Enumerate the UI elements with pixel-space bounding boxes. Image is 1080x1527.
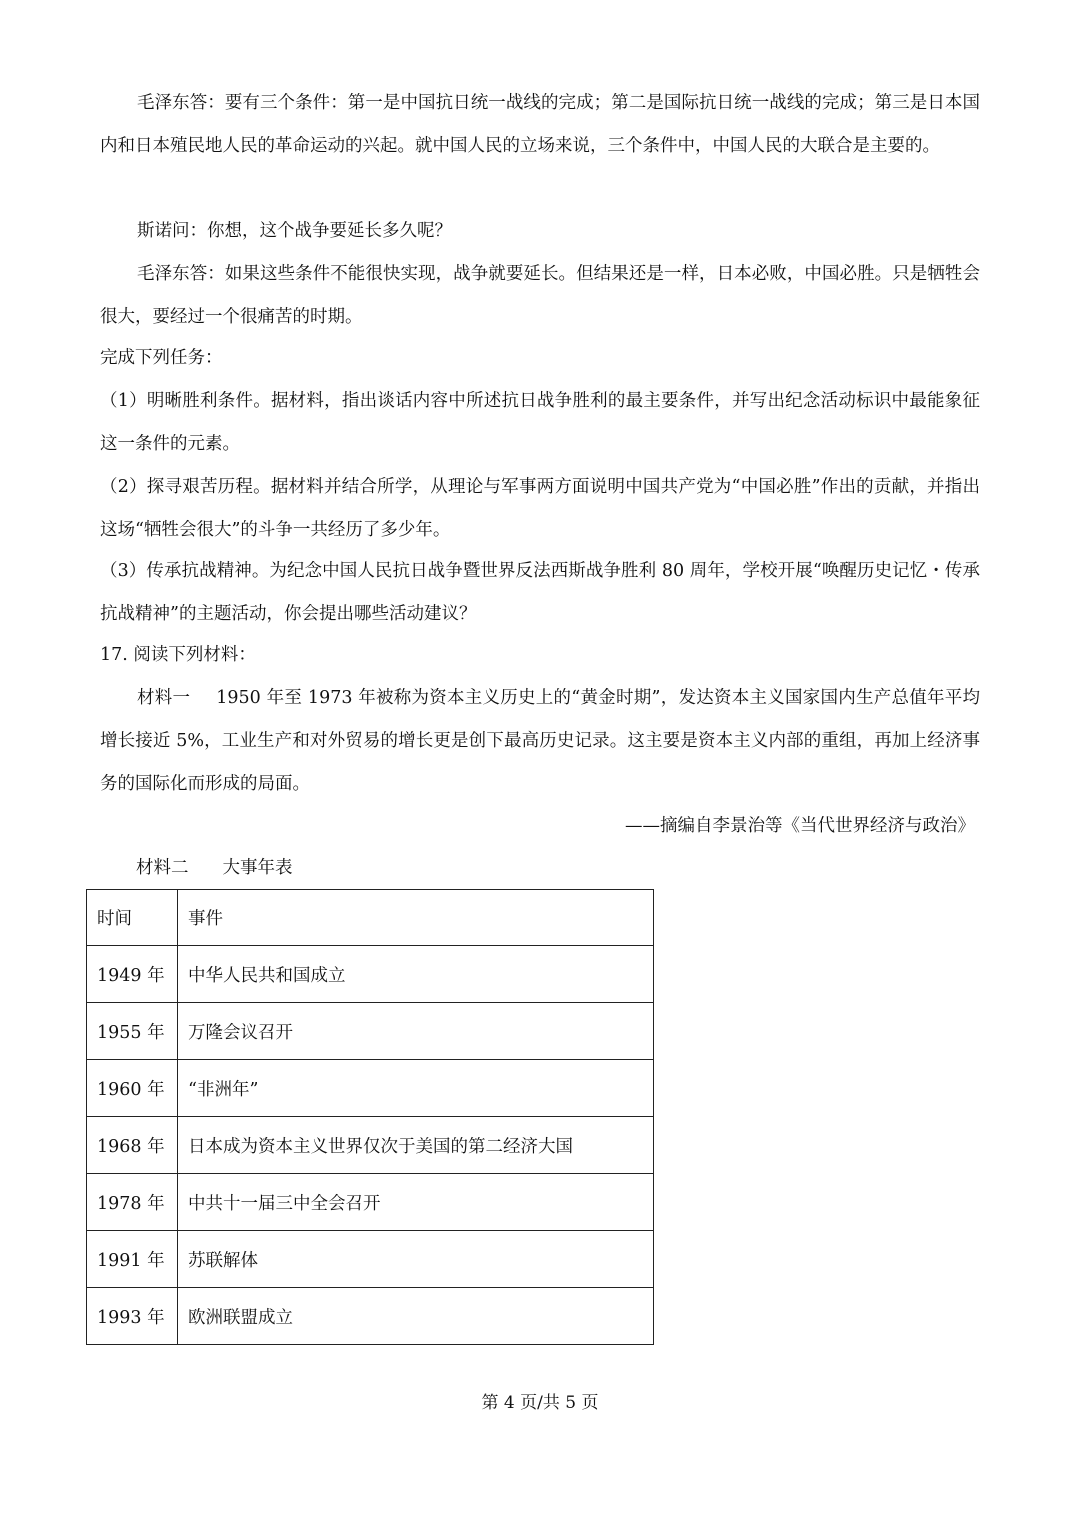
tasks-intro: 完成下列任务： (100, 348, 223, 368)
row-event: “非洲年” (178, 1060, 654, 1117)
material-1-label: 材料一 (137, 688, 191, 708)
row-year: 1968 年 (87, 1117, 178, 1174)
row-year: 1960 年 (87, 1060, 178, 1117)
question-17-heading: 17. 阅读下列材料： (100, 645, 256, 665)
row-year: 1993 年 (87, 1288, 178, 1345)
row-event: 日本成为资本主义世界仅次于美国的第二经济大国 (178, 1117, 654, 1174)
row-event: 中共十一届三中全会召开 (178, 1174, 654, 1231)
material-1 (100, 677, 980, 806)
row-year: 1978 年 (87, 1174, 178, 1231)
table-row (87, 1003, 654, 1060)
material-1-source: ——摘编自李景治等《当代世界经济与政治》 (625, 816, 975, 836)
material-2-label: 材料二 (136, 858, 189, 878)
table-header-row (87, 890, 654, 946)
table-row (87, 1231, 654, 1288)
dialogue-answer-2: 毛泽东答：如果这些条件不能很快实现，战争就要延长。但结果还是一样，日本必败，中国必胜。只是牺牲会很大，要经过一个很痛苦的时期。 (100, 264, 980, 327)
table-row (87, 1060, 654, 1117)
header-event: 事件 (178, 890, 654, 946)
dialogue-answer-1: 毛泽东答：要有三个条件：第一是中国抗日统一战线的完成；第二是国际抗日统一战线的完成；第三是日本国内和日本殖民地人民的革命运动的兴起。就中国人民的立场来说，三个条件中，中国人民的大联合是主要的。 (100, 93, 980, 156)
events-table (86, 889, 654, 1345)
dialogue-question-2: 斯诺问：你想，这个战争要延长多久呢？ (137, 221, 452, 241)
task-item-1: （1）明晰胜利条件。据材料，指出谈话内容中所述抗日战争胜利的最主要条件，并写出纪念活动标识中最能象征这一条件的元素。 (100, 391, 980, 454)
row-event: 中华人民共和国成立 (178, 946, 654, 1003)
row-event: 欧洲联盟成立 (178, 1288, 654, 1345)
row-event: 苏联解体 (178, 1231, 654, 1288)
table-row (87, 1117, 654, 1174)
task-item-3: （3）传承抗战精神。为纪念中国人民抗日战争暨世界反法西斯战争胜利 80 周年，学校开展“唤醒历史记忆・传承抗战精神”的主题活动，你会提出哪些活动建议？ (100, 561, 980, 624)
table-row (87, 1288, 654, 1345)
row-year: 1949 年 (87, 946, 178, 1003)
table-row (87, 1174, 654, 1231)
table-row (87, 946, 654, 1003)
row-year: 1955 年 (87, 1003, 178, 1060)
material-2-title: 大事年表 (222, 858, 293, 878)
row-year: 1991 年 (87, 1231, 178, 1288)
row-event: 万隆会议召开 (178, 1003, 654, 1060)
task-item-2: （2）探寻艰苦历程。据材料并结合所学，从理论与军事两方面说明中国共产党为“中国必胜”作出的贡献，并指出这场“牺牲会很大”的斗争一共经历了多少年。 (100, 477, 980, 540)
material-1-text: 1950 年至 1973 年被称为资本主义历史上的“黄金时期”，发达资本主义国家国内生产总值年平均增长接近 5%，工业生产和对外贸易的增长更是创下最高历史记录。这主要是资本主义内部的重组，再加上经济事务的国际化而形成的局面。 (100, 688, 981, 794)
material-2-caption (136, 847, 536, 890)
header-time: 时间 (87, 890, 178, 946)
page-footer: 第 4 页/共 5 页 (481, 1393, 599, 1413)
